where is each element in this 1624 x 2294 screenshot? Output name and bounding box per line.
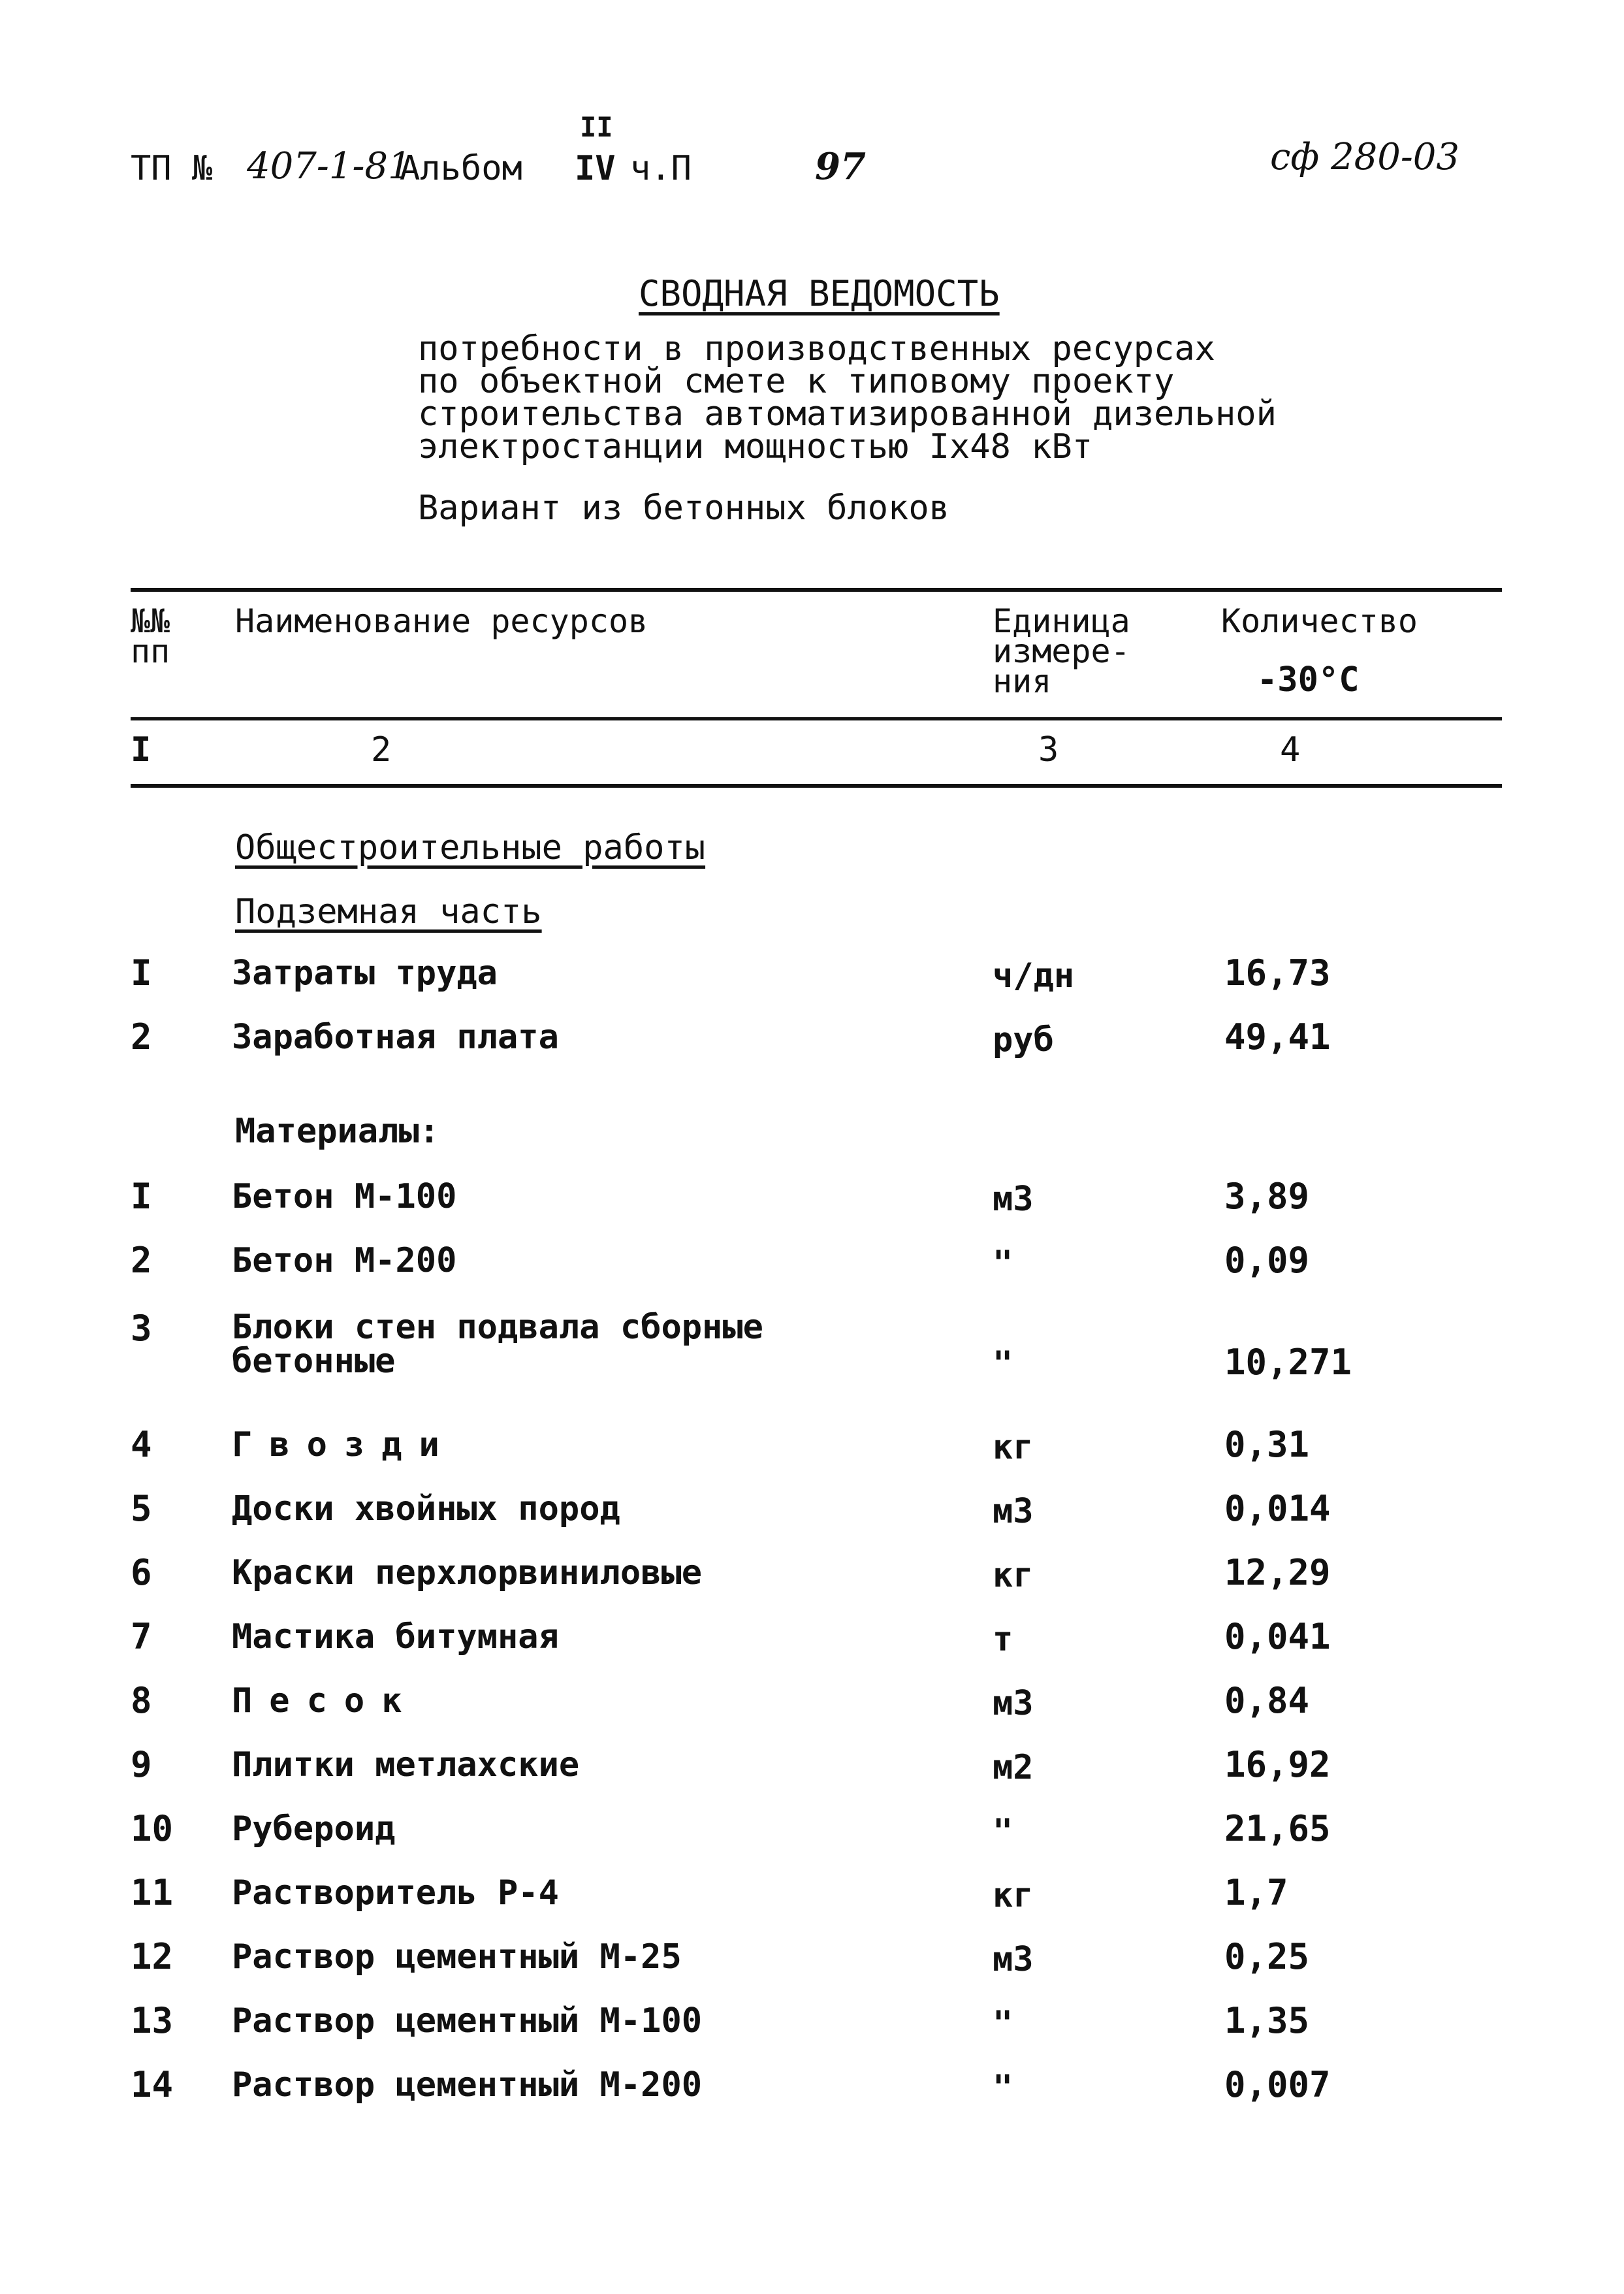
header-rule bbox=[131, 717, 1502, 720]
row-unit: м3 bbox=[993, 1180, 1034, 1219]
row-qty: 3,89 bbox=[1224, 1176, 1310, 1217]
row-num: 9 bbox=[131, 1744, 152, 1785]
table-row bbox=[0, 952, 1624, 1005]
row-unit: " bbox=[993, 1344, 1013, 1383]
row-unit: м3 bbox=[993, 1492, 1034, 1531]
subtitle-line-3: строительства автоматизированной дизельной bbox=[418, 395, 1277, 434]
row-name: Бетон М-200 bbox=[232, 1241, 457, 1280]
subtitle-line-4: электростанции мощностью Ix48 кВт bbox=[418, 427, 1093, 466]
table-row bbox=[0, 1552, 1624, 1604]
row-name: Гвозди bbox=[232, 1425, 456, 1464]
row-name: Плитки метлахские bbox=[232, 1745, 580, 1785]
row-qty: 12,29 bbox=[1224, 1552, 1331, 1593]
row-qty: 49,41 bbox=[1224, 1016, 1331, 1058]
document-code: сф 280-03 bbox=[1270, 136, 1460, 178]
table-row bbox=[0, 1744, 1624, 1796]
album-superscript: II bbox=[580, 111, 613, 143]
row-unit: " bbox=[993, 2004, 1013, 2043]
row-name: Раствор цементный М-100 bbox=[232, 2001, 703, 2041]
row-name: Мастика битумная bbox=[232, 1617, 559, 1656]
row-unit: " bbox=[993, 2068, 1013, 2107]
table-row bbox=[0, 1016, 1624, 1069]
subtitle-line-2: по объектной смете к типовому проекту bbox=[418, 362, 1175, 401]
section-underground: Подземная часть bbox=[235, 892, 542, 931]
row-unit: руб bbox=[993, 1020, 1054, 1059]
table-row bbox=[0, 1176, 1624, 1228]
document-title: СВОДНАЯ ВЕДОМОСТЬ bbox=[639, 273, 1000, 314]
row-qty: 1,35 bbox=[1224, 2000, 1310, 2041]
row-name: Раствор цементный М-200 bbox=[232, 2065, 703, 2105]
row-qty: 16,73 bbox=[1224, 952, 1331, 994]
table-row bbox=[0, 2000, 1624, 2052]
row-qty: 0,25 bbox=[1224, 1936, 1310, 1977]
row-num: 6 bbox=[131, 1552, 152, 1593]
table-row bbox=[0, 1308, 1624, 1393]
col-number-3: 3 bbox=[1038, 730, 1059, 769]
row-name: Рубероид bbox=[232, 1809, 396, 1849]
row-unit: кг bbox=[993, 1876, 1034, 1915]
table-row bbox=[0, 2064, 1624, 2116]
row-num: 14 bbox=[131, 2064, 174, 2105]
row-num: 7 bbox=[131, 1616, 152, 1657]
row-num: I bbox=[131, 952, 152, 994]
row-num: 3 bbox=[131, 1308, 152, 1349]
header-qty-temperature: -30°C bbox=[1257, 660, 1360, 700]
part-label: ч.П bbox=[630, 149, 692, 188]
row-unit: ч/дн bbox=[993, 956, 1075, 995]
row-num: 2 bbox=[131, 1240, 152, 1281]
row-unit: м3 bbox=[993, 1940, 1034, 1979]
col-number-2: 2 bbox=[371, 730, 392, 769]
row-unit: " bbox=[993, 1812, 1013, 1851]
row-name: Заработная плата bbox=[232, 1018, 559, 1057]
table-row bbox=[0, 1808, 1624, 1860]
table-row bbox=[0, 1616, 1624, 1668]
row-name: Растворитель Р-4 bbox=[232, 1873, 559, 1913]
album-number: IV bbox=[575, 149, 616, 188]
variant-label: Вариант из бетонных блоков bbox=[418, 489, 949, 528]
table-row bbox=[0, 1680, 1624, 1732]
tp-label: ТП № bbox=[131, 149, 213, 188]
row-qty: 1,7 bbox=[1224, 1872, 1288, 1913]
row-qty: 21,65 bbox=[1224, 1808, 1331, 1849]
row-unit: кг bbox=[993, 1556, 1034, 1595]
row-num: 8 bbox=[131, 1680, 152, 1721]
row-num: 10 bbox=[131, 1808, 174, 1849]
row-unit: м3 bbox=[993, 1684, 1034, 1723]
row-num: 12 bbox=[131, 1936, 174, 1977]
row-unit: кг bbox=[993, 1428, 1034, 1467]
row-unit: т bbox=[993, 1620, 1013, 1659]
section-general-works: Общестроительные работы bbox=[235, 828, 706, 867]
row-unit: м2 bbox=[993, 1748, 1034, 1787]
page-number: 97 bbox=[815, 145, 866, 188]
row-qty: 0,31 bbox=[1224, 1424, 1310, 1465]
row-name: Бетон М-100 bbox=[232, 1177, 457, 1216]
row-num: 11 bbox=[131, 1872, 174, 1913]
table-top-rule bbox=[131, 588, 1502, 592]
row-qty: 0,84 bbox=[1224, 1680, 1310, 1721]
row-name: Затраты труда bbox=[232, 954, 498, 993]
table-row bbox=[0, 1240, 1624, 1292]
subtitle-line-1: потребности в производственных ресурсах bbox=[418, 329, 1215, 368]
row-qty: 0,041 bbox=[1224, 1616, 1331, 1657]
table-row bbox=[0, 1424, 1624, 1476]
row-num: I bbox=[131, 1176, 152, 1217]
header-unit: Единица измере- ния bbox=[993, 602, 1130, 700]
album-label: Альбом bbox=[400, 149, 522, 188]
row-name: Песок bbox=[232, 1681, 419, 1720]
row-unit: " bbox=[993, 1244, 1013, 1283]
row-num: 13 bbox=[131, 2000, 174, 2041]
row-qty: 0,007 bbox=[1224, 2064, 1331, 2105]
table-row bbox=[0, 1936, 1624, 1988]
col-number-4: 4 bbox=[1280, 730, 1301, 769]
col-number-1: I bbox=[131, 730, 151, 769]
row-num: 4 bbox=[131, 1424, 152, 1465]
row-qty: 0,09 bbox=[1224, 1240, 1310, 1281]
row-name: Блоки стен подвала сборные бетонные bbox=[232, 1308, 763, 1381]
section-materials: Материалы: bbox=[235, 1112, 440, 1151]
table-row bbox=[0, 1488, 1624, 1540]
row-qty: 16,92 bbox=[1224, 1744, 1331, 1785]
header-name: Наименование ресурсов bbox=[235, 602, 648, 640]
table-row bbox=[0, 1872, 1624, 1924]
row-name: Доски хвойных пород bbox=[232, 1489, 620, 1528]
tp-number: 407-1-81 bbox=[247, 145, 411, 187]
row-name: Раствор цементный М-25 bbox=[232, 1937, 682, 1977]
row-num: 5 bbox=[131, 1488, 152, 1529]
header-num: №№ пп bbox=[131, 602, 170, 670]
header-qty: Количество bbox=[1221, 602, 1418, 640]
row-name: Краски перхлорвиниловые bbox=[232, 1553, 703, 1592]
row-qty: 10,271 bbox=[1224, 1342, 1352, 1383]
row-num: 2 bbox=[131, 1016, 152, 1058]
column-numbers-rule bbox=[131, 784, 1502, 788]
row-qty: 0,014 bbox=[1224, 1488, 1331, 1529]
